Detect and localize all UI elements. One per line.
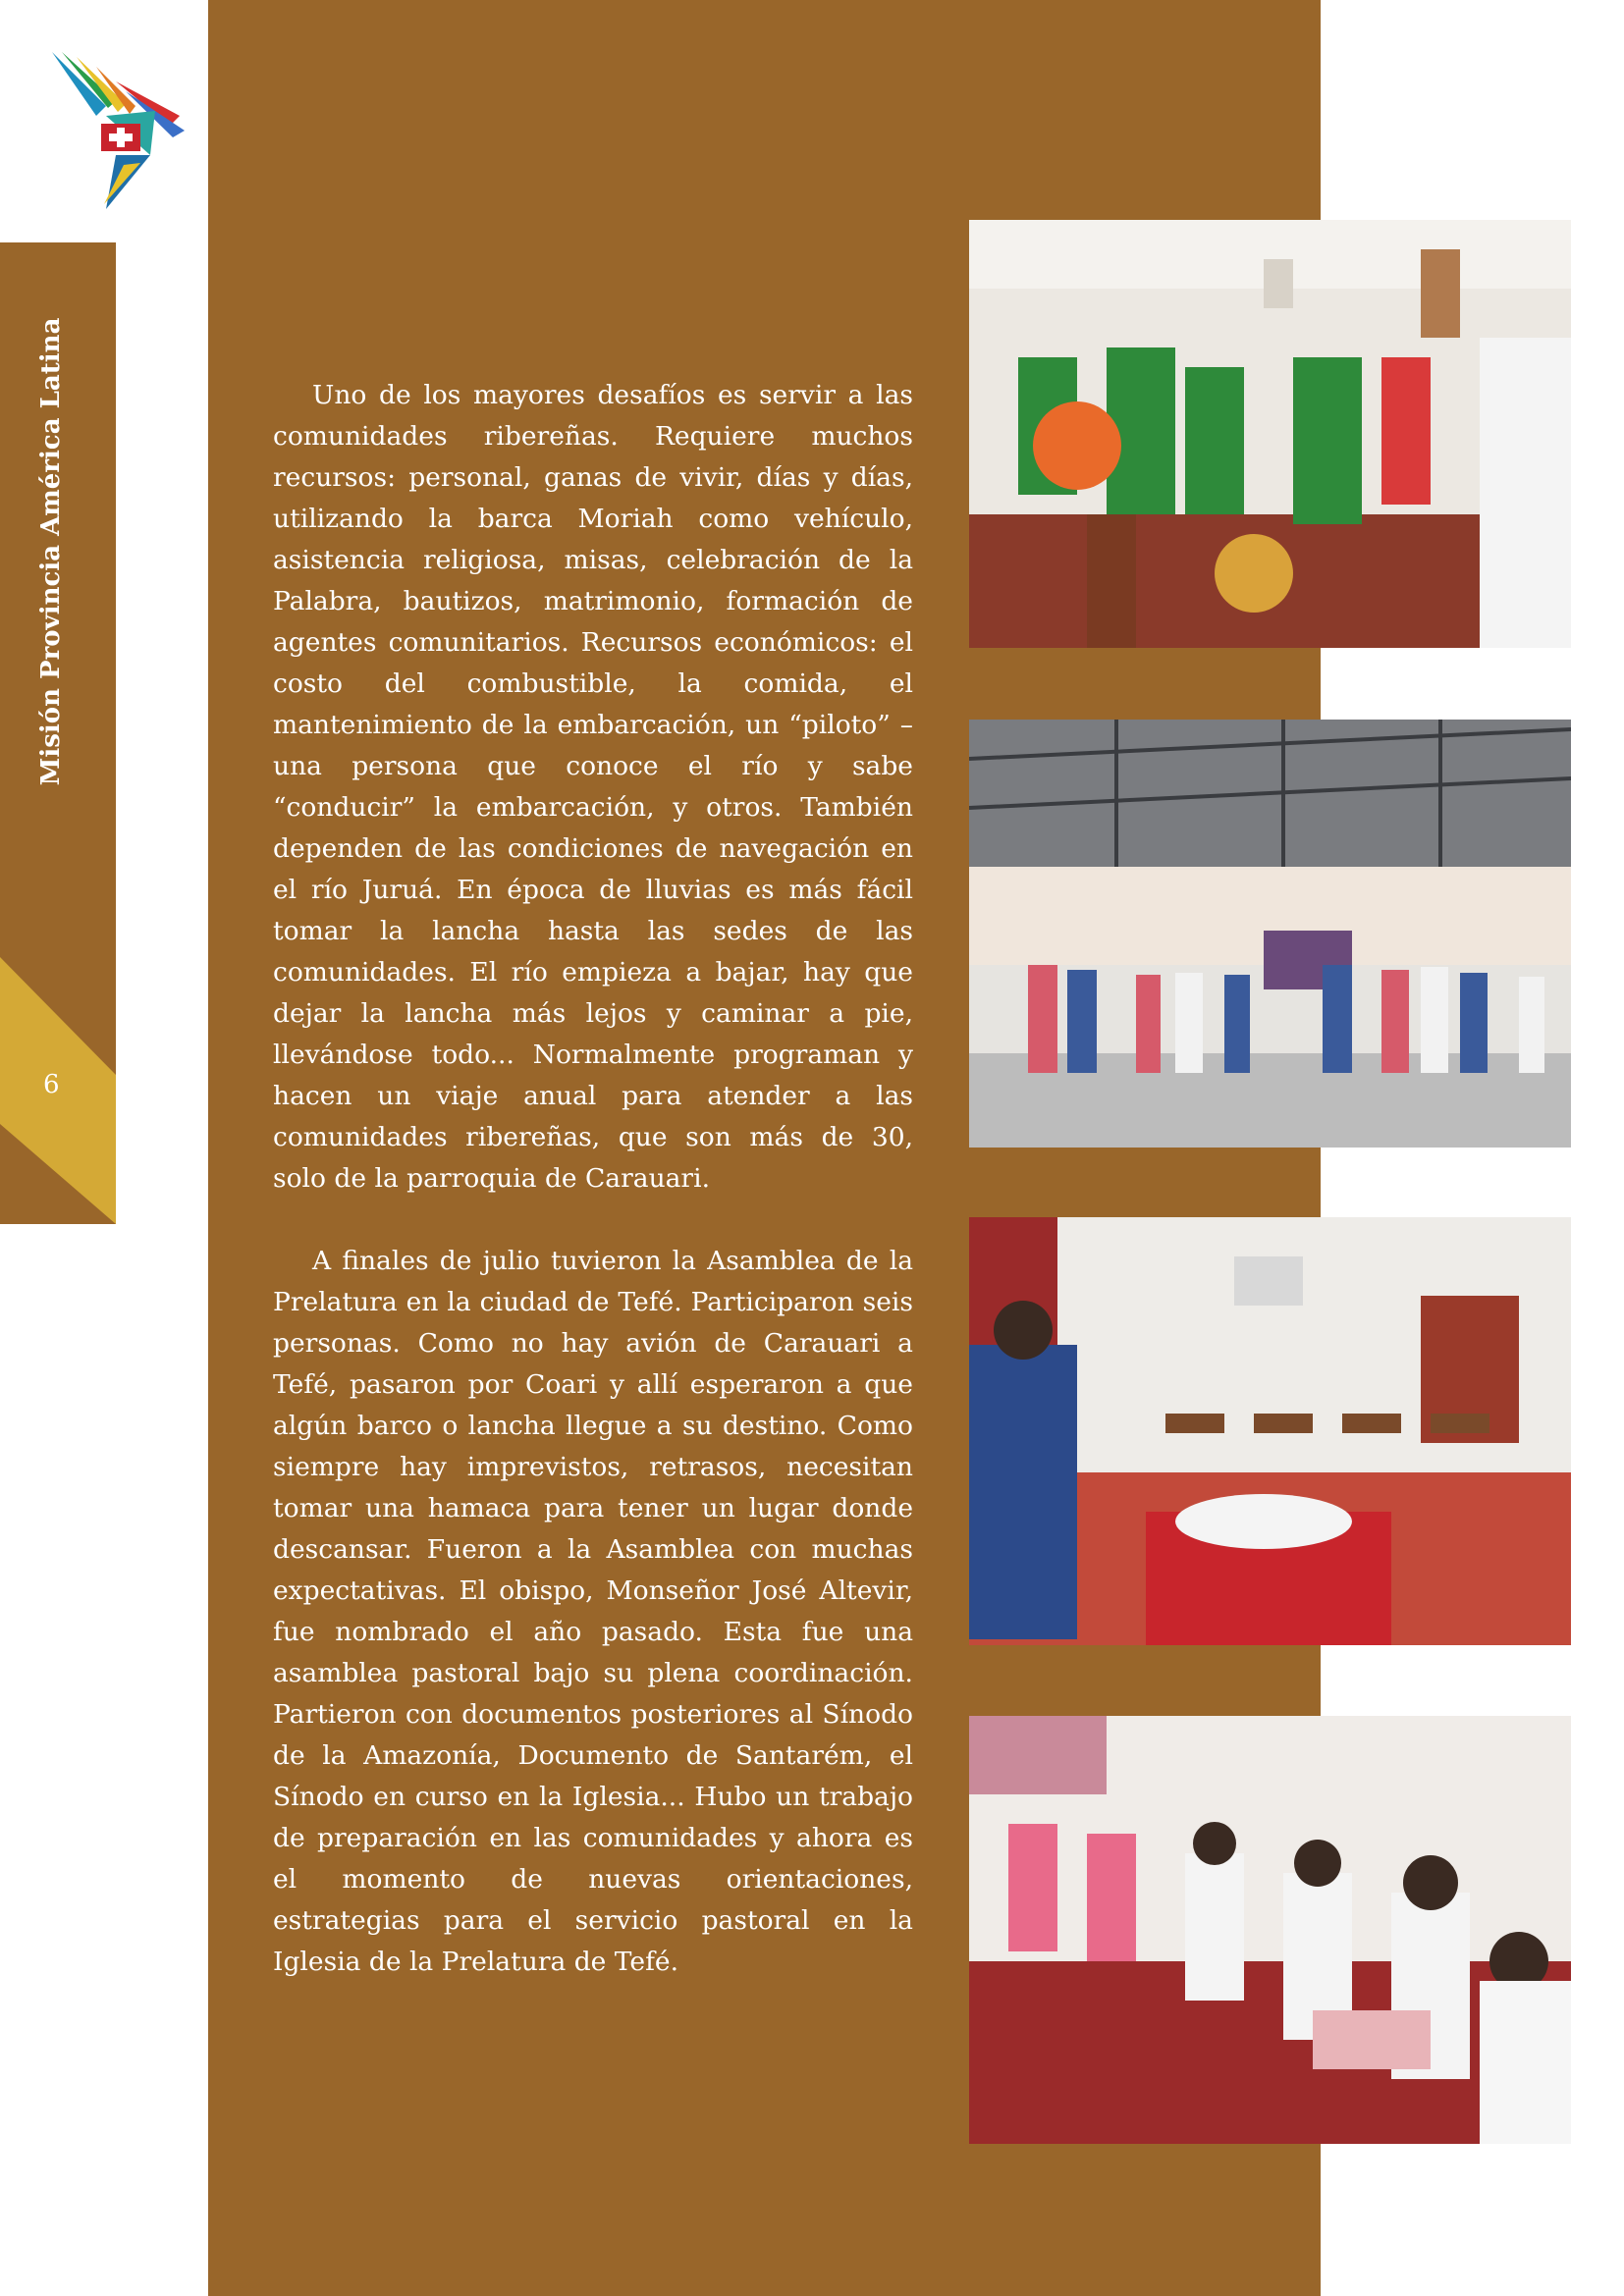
photo-church-procession <box>969 220 1571 648</box>
article-paragraph-2: A finales de julio tuvieron la Asamblea de la Prelatura en la ciudad de Tefé. Participaron seis personas. Como no hay avión de Carauari a Tefé, pasaron por Coari y allí esperaron a que algún barco o lancha llegue a su destino. Como siempre hay imprevistos, retrasos, necesitan tomar una hamaca para tener un lugar donde descansar. Fueron a la Asamblea con muchas expectativas. El obispo, Monseñor José Altevir, fue nombrado el año pasado. Esta fue una asamblea pastoral bajo su plena coordinación. Partieron con documentos posteriores al Sínodo de la Amazonía, Documento de Santarém, el Sínodo en curso en la Iglesia... Hubo un trabajo de preparación en las comunidades y ahora es el momento de nuevas orientaciones, estrategias para el servicio pastoral en la Iglesia de la Prelatura de Tefé. <box>273 1246 913 1977</box>
article-body <box>273 375 913 1983</box>
photo-children-benches <box>969 1716 1571 2144</box>
page-number: 6 <box>43 1070 60 1099</box>
side-title: Misión Provincia América Latina <box>36 317 66 786</box>
photo-group-hall <box>969 720 1571 1148</box>
article-paragraph-1: Uno de los mayores desafíos es servir a las comunidades ribereñas. Requiere muchos recursos: personal, ganas de vivir, días y días, utilizando la barca Moriah como vehículo, asistencia religiosa, misas, celebración de la Palabra, bautizos, matrimonio, formación de agentes comunitarios. Recursos económicos: el costo del combustible, la comida, el mantenimiento de la embarcación, un “piloto” – una persona que conoce el río y sabe “conducir” la embarcación, y otros. También dependen de las condiciones de navegación en el río Juruá. En época de lluvias es más fácil tomar la lancha hasta las sedes de las comunidades. El río empieza a bajar, hay que dejar la lancha más lejos y caminar a pie, llevándose todo... Normalmente programan y hacen un viaje anual para atender a las comunidades ribereñas, que son más de 30, solo de la parroquia de Carauari. <box>273 380 913 1194</box>
photo-classroom-reading <box>969 1217 1571 1645</box>
province-logo <box>47 47 194 214</box>
